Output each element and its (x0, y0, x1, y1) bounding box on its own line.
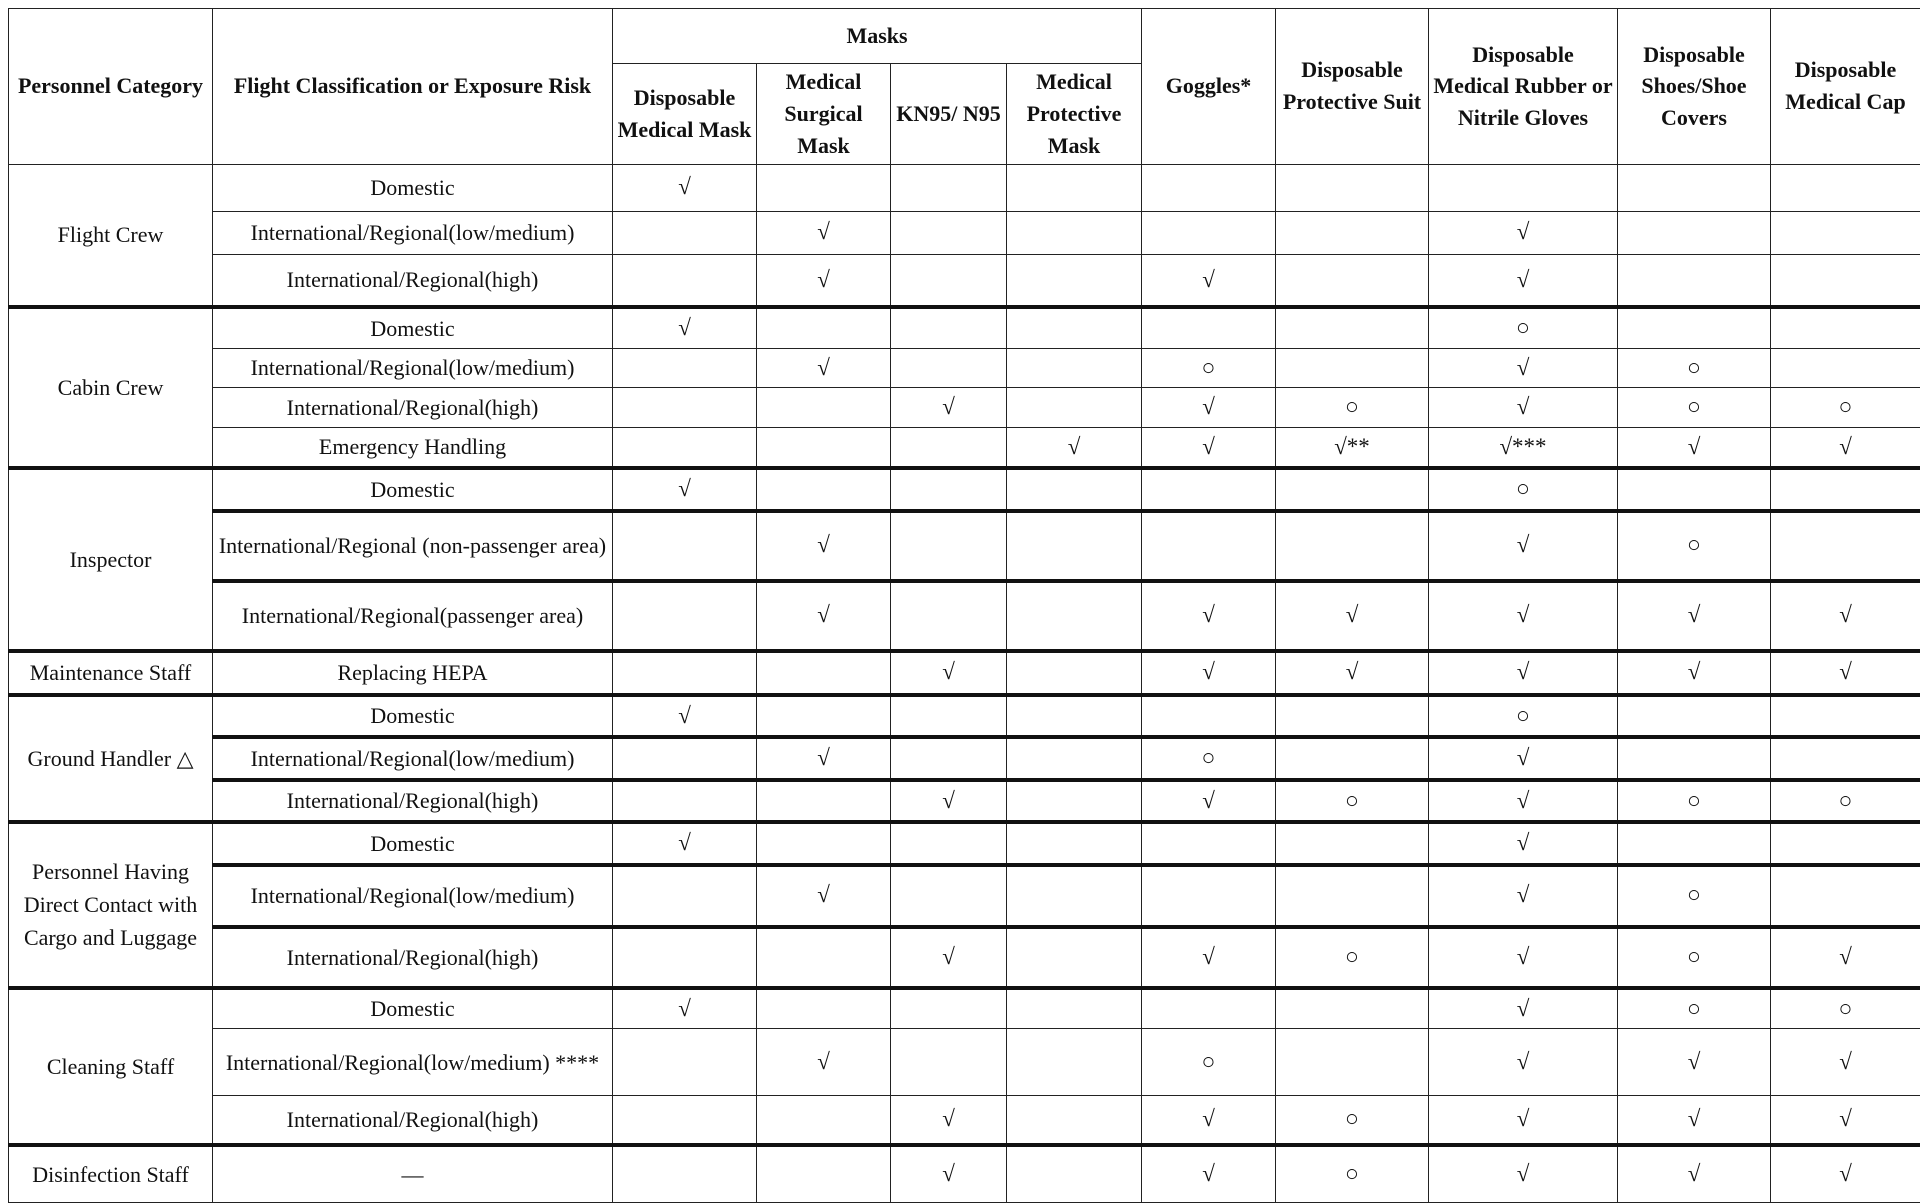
goggles-cell (1142, 988, 1276, 1029)
medical-cap-cell: √ (1771, 1096, 1920, 1145)
protective-suit-cell (1276, 695, 1429, 738)
protective-suit-cell (1276, 211, 1429, 254)
mask-kn95-cell (891, 988, 1007, 1029)
mask-medical-surgical-cell (757, 651, 891, 695)
flight-classification-cell: International/Regional (non-passenger area) (213, 511, 613, 581)
gloves-cell: √ (1429, 348, 1618, 388)
mask-medical-protective-cell (1007, 581, 1142, 651)
medical-cap-cell: ○ (1771, 388, 1920, 428)
flight-classification-cell: International/Regional(low/medium) **** (213, 1029, 613, 1096)
table-row (9, 307, 1920, 348)
mask-medical-protective-cell (1007, 1029, 1142, 1096)
mask-kn95-cell: √ (891, 1096, 1007, 1145)
mask-kn95-cell (891, 737, 1007, 780)
table-row (9, 388, 1920, 428)
mask-disposable-medical-cell (613, 511, 757, 581)
mask-medical-surgical-cell: √ (757, 1029, 891, 1096)
protective-suit-cell (1276, 1029, 1429, 1096)
table-header (9, 9, 1920, 165)
protective-suit-cell: ○ (1276, 388, 1429, 428)
mask-medical-surgical-cell: √ (757, 581, 891, 651)
personnel-category-cell: Maintenance Staff (9, 651, 213, 695)
shoe-covers-cell: ○ (1618, 780, 1771, 823)
flight-classification-cell: International/Regional(high) (213, 927, 613, 988)
gloves-cell: √ (1429, 927, 1618, 988)
goggles-cell (1142, 695, 1276, 738)
flight-classification-cell: International/Regional(high) (213, 780, 613, 823)
mask-disposable-medical-cell (613, 388, 757, 428)
flight-classification-cell: Domestic (213, 307, 613, 348)
gloves-cell: √ (1429, 822, 1618, 865)
mask-medical-protective-cell (1007, 1096, 1142, 1145)
flight-classification-cell: Replacing HEPA (213, 651, 613, 695)
mask-kn95-cell (891, 254, 1007, 307)
mask-medical-surgical-cell: √ (757, 211, 891, 254)
table-row (9, 1096, 1920, 1145)
shoe-covers-cell (1618, 695, 1771, 738)
gloves-cell: √ (1429, 865, 1618, 927)
header-goggles: Goggles* (1142, 9, 1276, 165)
header-medical-cap: Disposable Medical Cap (1771, 9, 1920, 165)
flight-classification-cell: International/Regional(low/medium) (213, 211, 613, 254)
gloves-cell: √ (1429, 988, 1618, 1029)
goggles-cell (1142, 511, 1276, 581)
header-mask-medical-surgical: Medical Surgical Mask (757, 64, 891, 165)
medical-cap-cell: √ (1771, 581, 1920, 651)
shoe-covers-cell: ○ (1618, 511, 1771, 581)
protective-suit-cell (1276, 511, 1429, 581)
mask-medical-surgical-cell: √ (757, 511, 891, 581)
mask-disposable-medical-cell (613, 1029, 757, 1096)
medical-cap-cell (1771, 254, 1920, 307)
medical-cap-cell (1771, 307, 1920, 348)
flight-classification-cell: International/Regional(high) (213, 388, 613, 428)
gloves-cell: ○ (1429, 468, 1618, 511)
goggles-cell (1142, 307, 1276, 348)
mask-kn95-cell: √ (891, 927, 1007, 988)
mask-medical-protective-cell (1007, 348, 1142, 388)
personnel-category-cell: Cleaning Staff (9, 988, 213, 1145)
table-row (9, 822, 1920, 865)
mask-disposable-medical-cell (613, 1145, 757, 1203)
mask-medical-protective-cell (1007, 780, 1142, 823)
table-row (9, 1029, 1920, 1096)
shoe-covers-cell: √ (1618, 651, 1771, 695)
table-row (9, 651, 1920, 695)
medical-cap-cell (1771, 865, 1920, 927)
mask-medical-surgical-cell: √ (757, 737, 891, 780)
mask-kn95-cell: √ (891, 388, 1007, 428)
table-row (9, 865, 1920, 927)
flight-classification-cell: International/Regional(high) (213, 254, 613, 307)
medical-cap-cell (1771, 737, 1920, 780)
mask-disposable-medical-cell (613, 211, 757, 254)
goggles-cell: √ (1142, 1145, 1276, 1203)
gloves-cell: √ (1429, 211, 1618, 254)
gloves-cell: √ (1429, 388, 1618, 428)
protective-suit-cell: √ (1276, 651, 1429, 695)
mask-medical-surgical-cell: √ (757, 865, 891, 927)
goggles-cell: √ (1142, 254, 1276, 307)
table-row (9, 988, 1920, 1029)
header-masks-group: Masks (613, 9, 1142, 64)
mask-medical-surgical-cell (757, 388, 891, 428)
mask-medical-surgical-cell (757, 468, 891, 511)
table-row (9, 348, 1920, 388)
shoe-covers-cell (1618, 307, 1771, 348)
protective-suit-cell (1276, 254, 1429, 307)
medical-cap-cell (1771, 822, 1920, 865)
goggles-cell: √ (1142, 581, 1276, 651)
mask-kn95-cell (891, 307, 1007, 348)
mask-medical-surgical-cell (757, 427, 891, 468)
mask-disposable-medical-cell (613, 254, 757, 307)
mask-disposable-medical-cell (613, 581, 757, 651)
table-row (9, 427, 1920, 468)
goggles-cell (1142, 865, 1276, 927)
mask-medical-protective-cell (1007, 822, 1142, 865)
mask-medical-surgical-cell (757, 927, 891, 988)
mask-disposable-medical-cell: √ (613, 822, 757, 865)
mask-medical-surgical-cell (757, 164, 891, 211)
mask-disposable-medical-cell: √ (613, 307, 757, 348)
mask-kn95-cell: √ (891, 1145, 1007, 1203)
mask-kn95-cell (891, 1029, 1007, 1096)
shoe-covers-cell: √ (1618, 1029, 1771, 1096)
medical-cap-cell (1771, 468, 1920, 511)
gloves-cell: ○ (1429, 695, 1618, 738)
gloves-cell: √ (1429, 1145, 1618, 1203)
goggles-cell: ○ (1142, 348, 1276, 388)
personnel-category-cell: Cabin Crew (9, 307, 213, 468)
personnel-category-cell: Ground Handler △ (9, 695, 213, 823)
flight-classification-cell: Emergency Handling (213, 427, 613, 468)
flight-classification-cell: Domestic (213, 164, 613, 211)
protective-suit-cell (1276, 865, 1429, 927)
mask-medical-protective-cell (1007, 388, 1142, 428)
goggles-cell (1142, 164, 1276, 211)
mask-medical-protective-cell (1007, 254, 1142, 307)
mask-disposable-medical-cell (613, 780, 757, 823)
mask-medical-protective-cell (1007, 737, 1142, 780)
header-mask-medical-protective: Medical Protective Mask (1007, 64, 1142, 165)
flight-classification-cell: International/Regional(low/medium) (213, 865, 613, 927)
protective-suit-cell (1276, 822, 1429, 865)
mask-kn95-cell (891, 348, 1007, 388)
mask-kn95-cell (891, 581, 1007, 651)
table-row (9, 211, 1920, 254)
table-row (9, 927, 1920, 988)
shoe-covers-cell: ○ (1618, 927, 1771, 988)
mask-disposable-medical-cell (613, 927, 757, 988)
mask-medical-protective-cell (1007, 988, 1142, 1029)
mask-kn95-cell (891, 468, 1007, 511)
shoe-covers-cell: ○ (1618, 388, 1771, 428)
mask-kn95-cell (891, 695, 1007, 738)
shoe-covers-cell: √ (1618, 1145, 1771, 1203)
flight-classification-cell: Domestic (213, 695, 613, 738)
table-row (9, 164, 1920, 211)
gloves-cell: √*** (1429, 427, 1618, 468)
table-row (9, 468, 1920, 511)
protective-suit-cell: ○ (1276, 1145, 1429, 1203)
goggles-cell (1142, 468, 1276, 511)
table-row (9, 581, 1920, 651)
protective-suit-cell (1276, 164, 1429, 211)
mask-medical-protective-cell (1007, 164, 1142, 211)
flight-classification-cell: — (213, 1145, 613, 1203)
goggles-cell (1142, 211, 1276, 254)
medical-cap-cell: √ (1771, 927, 1920, 988)
protective-suit-cell: ○ (1276, 927, 1429, 988)
mask-kn95-cell (891, 511, 1007, 581)
mask-disposable-medical-cell (613, 865, 757, 927)
gloves-cell: √ (1429, 651, 1618, 695)
protective-suit-cell: ○ (1276, 1096, 1429, 1145)
table-row (9, 695, 1920, 738)
shoe-covers-cell (1618, 164, 1771, 211)
mask-disposable-medical-cell (613, 427, 757, 468)
table-row (9, 737, 1920, 780)
shoe-covers-cell: ○ (1618, 988, 1771, 1029)
flight-classification-cell: International/Regional(passenger area) (213, 581, 613, 651)
header-mask-disposable-medical: Disposable Medical Mask (613, 64, 757, 165)
goggles-cell: ○ (1142, 1029, 1276, 1096)
table-row (9, 780, 1920, 823)
mask-medical-protective-cell (1007, 307, 1142, 348)
ppe-requirements-table (8, 8, 1920, 1203)
gloves-cell (1429, 164, 1618, 211)
gloves-cell: √ (1429, 1096, 1618, 1145)
shoe-covers-cell (1618, 737, 1771, 780)
protective-suit-cell: √ (1276, 581, 1429, 651)
goggles-cell: √ (1142, 427, 1276, 468)
protective-suit-cell: ○ (1276, 780, 1429, 823)
header-gloves: Disposable Medical Rubber or Nitrile Gloves (1429, 9, 1618, 165)
mask-kn95-cell: √ (891, 651, 1007, 695)
flight-classification-cell: Domestic (213, 988, 613, 1029)
medical-cap-cell: √ (1771, 1029, 1920, 1096)
mask-medical-protective-cell (1007, 1145, 1142, 1203)
mask-medical-surgical-cell (757, 780, 891, 823)
mask-kn95-cell (891, 164, 1007, 211)
mask-disposable-medical-cell (613, 651, 757, 695)
medical-cap-cell: √ (1771, 427, 1920, 468)
mask-medical-surgical-cell (757, 1096, 891, 1145)
mask-disposable-medical-cell (613, 1096, 757, 1145)
header-personnel-category: Personnel Category (9, 9, 213, 165)
protective-suit-cell (1276, 988, 1429, 1029)
medical-cap-cell: ○ (1771, 988, 1920, 1029)
medical-cap-cell: ○ (1771, 780, 1920, 823)
gloves-cell: √ (1429, 511, 1618, 581)
gloves-cell: √ (1429, 737, 1618, 780)
header-flight-classification: Flight Classification or Exposure Risk (213, 9, 613, 165)
medical-cap-cell (1771, 695, 1920, 738)
shoe-covers-cell (1618, 468, 1771, 511)
header-shoe-covers: Disposable Shoes/Shoe Covers (1618, 9, 1771, 165)
mask-kn95-cell (891, 865, 1007, 927)
mask-medical-protective-cell (1007, 651, 1142, 695)
mask-disposable-medical-cell (613, 737, 757, 780)
mask-disposable-medical-cell (613, 348, 757, 388)
shoe-covers-cell: ○ (1618, 348, 1771, 388)
medical-cap-cell (1771, 164, 1920, 211)
mask-medical-protective-cell (1007, 511, 1142, 581)
personnel-category-cell: Disinfection Staff (9, 1145, 213, 1203)
mask-kn95-cell (891, 822, 1007, 865)
shoe-covers-cell: √ (1618, 1096, 1771, 1145)
mask-medical-protective-cell (1007, 211, 1142, 254)
shoe-covers-cell (1618, 211, 1771, 254)
personnel-category-cell: Flight Crew (9, 164, 213, 307)
mask-medical-surgical-cell (757, 307, 891, 348)
header-mask-kn95: KN95/ N95 (891, 64, 1007, 165)
mask-medical-surgical-cell (757, 1145, 891, 1203)
gloves-cell: √ (1429, 780, 1618, 823)
flight-classification-cell: International/Regional(low/medium) (213, 737, 613, 780)
medical-cap-cell (1771, 511, 1920, 581)
mask-medical-protective-cell (1007, 468, 1142, 511)
protective-suit-cell: √** (1276, 427, 1429, 468)
mask-kn95-cell (891, 427, 1007, 468)
goggles-cell: ○ (1142, 737, 1276, 780)
gloves-cell: √ (1429, 1029, 1618, 1096)
mask-medical-protective-cell (1007, 865, 1142, 927)
medical-cap-cell (1771, 211, 1920, 254)
flight-classification-cell: International/Regional(low/medium) (213, 348, 613, 388)
mask-kn95-cell: √ (891, 780, 1007, 823)
mask-disposable-medical-cell: √ (613, 988, 757, 1029)
mask-medical-surgical-cell: √ (757, 254, 891, 307)
mask-medical-protective-cell (1007, 927, 1142, 988)
personnel-category-cell: Inspector (9, 468, 213, 651)
mask-disposable-medical-cell: √ (613, 695, 757, 738)
table-row (9, 254, 1920, 307)
mask-medical-protective-cell (1007, 695, 1142, 738)
shoe-covers-cell: √ (1618, 581, 1771, 651)
mask-kn95-cell (891, 211, 1007, 254)
medical-cap-cell (1771, 348, 1920, 388)
flight-classification-cell: Domestic (213, 822, 613, 865)
table-body (9, 164, 1920, 1203)
gloves-cell: √ (1429, 581, 1618, 651)
goggles-cell (1142, 822, 1276, 865)
medical-cap-cell: √ (1771, 651, 1920, 695)
gloves-cell: √ (1429, 254, 1618, 307)
gloves-cell: ○ (1429, 307, 1618, 348)
flight-classification-cell: International/Regional(high) (213, 1096, 613, 1145)
protective-suit-cell (1276, 348, 1429, 388)
personnel-category-cell: Personnel Having Direct Contact with Cargo and Luggage (9, 822, 213, 988)
goggles-cell: √ (1142, 388, 1276, 428)
table-row (9, 511, 1920, 581)
goggles-cell: √ (1142, 927, 1276, 988)
mask-medical-surgical-cell (757, 822, 891, 865)
mask-disposable-medical-cell: √ (613, 164, 757, 211)
flight-classification-cell: Domestic (213, 468, 613, 511)
goggles-cell: √ (1142, 780, 1276, 823)
mask-medical-surgical-cell (757, 695, 891, 738)
protective-suit-cell (1276, 307, 1429, 348)
table-row (9, 1145, 1920, 1203)
medical-cap-cell: √ (1771, 1145, 1920, 1203)
header-protective-suit: Disposable Protective Suit (1276, 9, 1429, 165)
mask-medical-surgical-cell: √ (757, 348, 891, 388)
shoe-covers-cell: ○ (1618, 865, 1771, 927)
protective-suit-cell (1276, 468, 1429, 511)
shoe-covers-cell (1618, 254, 1771, 307)
goggles-cell: √ (1142, 651, 1276, 695)
protective-suit-cell (1276, 737, 1429, 780)
mask-disposable-medical-cell: √ (613, 468, 757, 511)
shoe-covers-cell: √ (1618, 427, 1771, 468)
shoe-covers-cell (1618, 822, 1771, 865)
goggles-cell: √ (1142, 1096, 1276, 1145)
mask-medical-protective-cell: √ (1007, 427, 1142, 468)
mask-medical-surgical-cell (757, 988, 891, 1029)
